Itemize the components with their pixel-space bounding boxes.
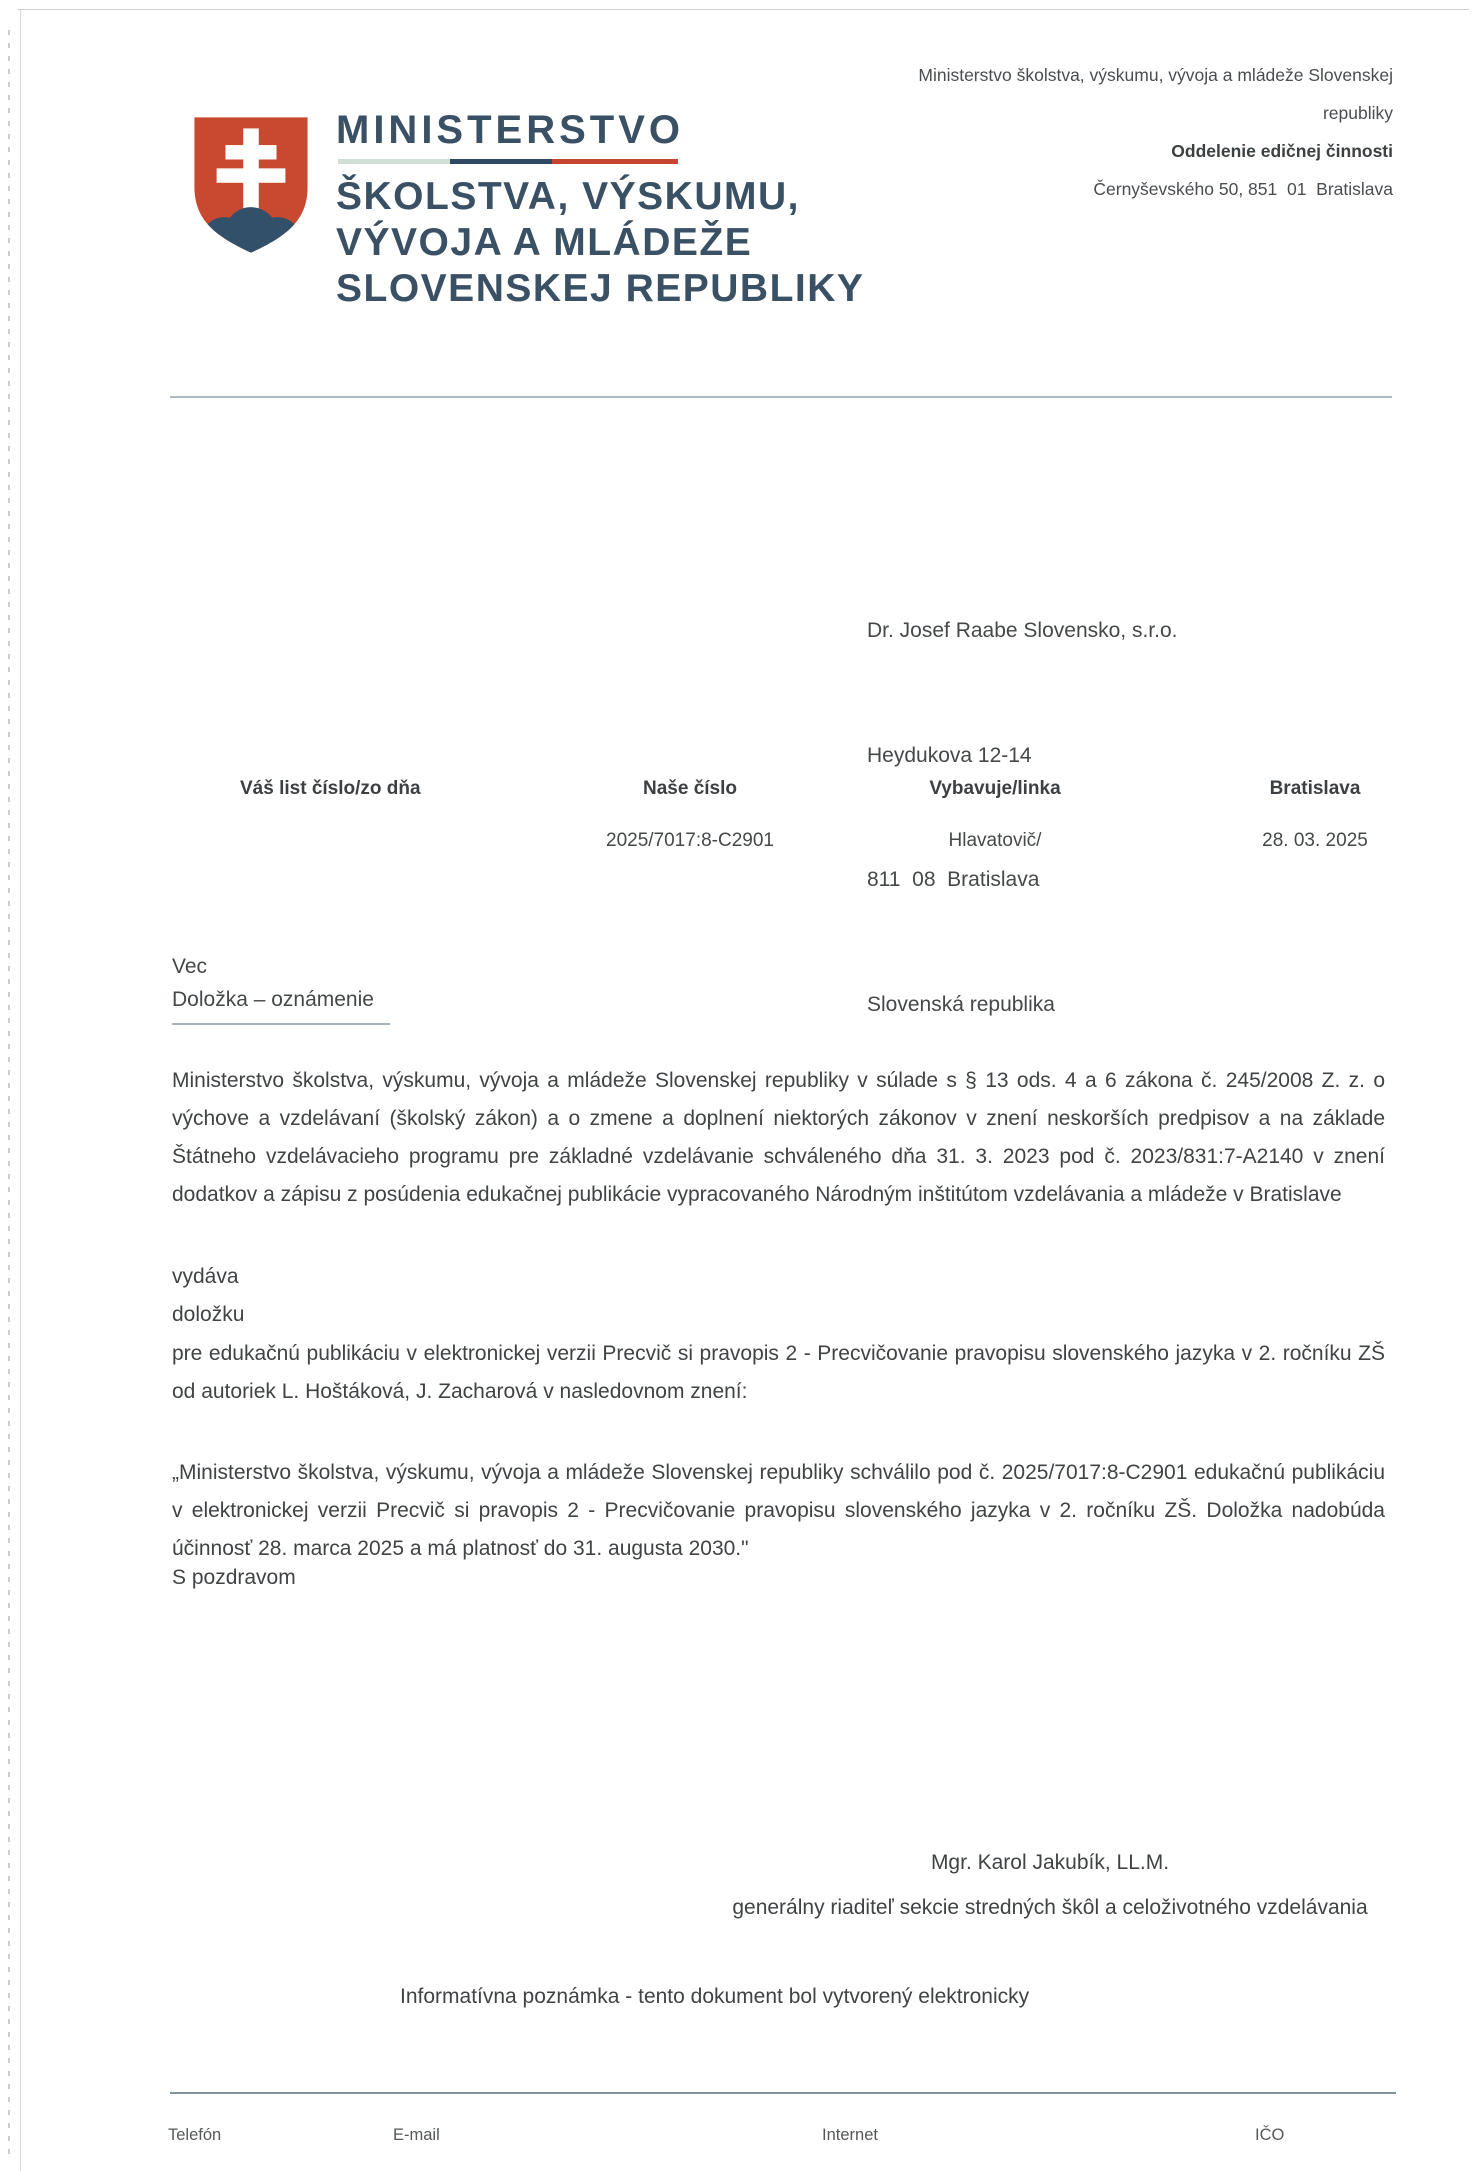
reference-label: Naše číslo: [643, 778, 737, 799]
logo-tricolor-bar: [338, 159, 678, 164]
reference-value: Hlavatovič/: [948, 830, 1042, 851]
sender-department: Oddelenie edičnej činnosti: [1171, 141, 1393, 161]
reference-col-your-ref: [240, 778, 421, 821]
sender-line2: republiky: [1322, 103, 1393, 123]
ministry-logo: [190, 112, 312, 258]
ministry-wordmark: [336, 108, 864, 312]
reference-col-handled-by: [880, 778, 1110, 861]
reference-col-place-date: [1195, 778, 1435, 861]
slovak-coat-of-arms-icon: [190, 112, 312, 258]
header-divider: [170, 396, 1392, 398]
subject-title: Doložka – oznámenie: [172, 988, 374, 1011]
footer-divider: [170, 2092, 1396, 2094]
electronic-document-note: Informatívna poznámka - tento dokument bol vytvorený elektronicky: [400, 1985, 1030, 2008]
footer-label-ico: IČO: [1255, 2126, 1285, 2144]
signatory-name: Mgr. Karol Jakubík, LL.M.: [930, 1851, 1170, 1874]
subject-block: [172, 950, 390, 1025]
body-issues-line1: vydáva: [172, 1265, 239, 1288]
footer-label-telephone: Telefón: [168, 2126, 222, 2144]
scan-edge-left: [20, 9, 21, 2171]
recipient-country: Slovenská republika: [867, 992, 1055, 1016]
closing-salutation: S pozdravom: [172, 1566, 296, 1589]
reference-value: 28. 03. 2025: [1262, 830, 1368, 851]
footer-label-email: E-mail: [393, 2126, 440, 2144]
body-issues-line2: doložku: [172, 1303, 245, 1326]
scan-edge-top: [18, 9, 1469, 10]
reference-label: Bratislava: [1269, 778, 1361, 799]
body-paragraph-2: pre edukačnú publikáciu v elektronickej verzii Precvič si pravopis 2 - Precvičovanie pravopisu slovenského jazyka v 2. ročníku ZŠ od autoriek L. Hoštáková, J. Zacharová v nasledovnom znení:: [172, 1342, 1385, 1403]
sender-block: [918, 56, 1393, 208]
reference-col-our-ref: [555, 778, 825, 861]
ministry-wordmark-line1: MINISTERSTVO: [336, 108, 685, 152]
recipient-city: 811 08 Bratislava: [867, 868, 1040, 891]
recipient-street: Heydukova 12-14: [867, 743, 1032, 767]
recipient-name: Dr. Josef Raabe Slovensko, s.r.o.: [867, 619, 1178, 642]
ministry-name-line2: VÝVOJA A MLÁDEŽE: [336, 221, 753, 264]
ministry-name-line1: ŠKOLSTVA, VÝSKUMU,: [336, 175, 800, 218]
sender-address: Černyševského 50, 851 01 Bratislava: [1093, 179, 1393, 199]
footer-label-internet: Internet: [822, 2126, 878, 2144]
ministry-name-line3: SLOVENSKEJ REPUBLIKY: [336, 267, 865, 310]
body-paragraph-1: Ministerstvo školstva, výskumu, vývoja a mládeže Slovenskej republiky v súlade s § 13 ods. 4 a 6 zákona č. 245/2008 Z. z. o výchove a vzdelávaní (školský zákon) a o zmene a doplnení niektorých zákonov v znení neskorších predpisov a na základe Štátneho vzdelávacieho programu pre základné vzdelávanie schváleného dňa 31. 3. 2023 pod č. 2023/831:7-A2140 v znení dodatkov a zápisu z posúdenia edukačnej publikácie vypracovaného Národným inštitútom vzdelávania a mládeže v Bratislave: [172, 1069, 1385, 1206]
subject-underline: [172, 1023, 390, 1025]
reference-label: Váš list číslo/zo dňa: [240, 778, 421, 799]
reference-label: Vybavuje/linka: [929, 778, 1061, 799]
signatory-title: generálny riaditeľ sekcie stredných škôl a celoživotného vzdelávania: [732, 1896, 1368, 1919]
reference-value: 2025/7017:8-C2901: [606, 830, 774, 851]
scan-microtext-strip: [8, 30, 10, 2161]
signature-block: [700, 1840, 1400, 1930]
body-issues-lines: [172, 1258, 244, 1334]
body-paragraph-3: „Ministerstvo školstva, výskumu, vývoja a mládeže Slovenskej republiky schválilo pod č. 2025/7017:8-C2901 edukačnú publikáciu v elektronickej verzii Precvič si pravopis 2 - Precvičovanie pravopisu slovenského jazyka v 2. ročníku ZŠ. Doložka nadobúda účinnosť 28. marca 2025 a má platnosť do 31. augusta 2030.": [172, 1461, 1385, 1560]
sender-line1: Ministerstvo školstva, výskumu, vývoja a mládeže Slovenskej: [918, 65, 1393, 85]
subject-label: Vec: [172, 955, 208, 978]
